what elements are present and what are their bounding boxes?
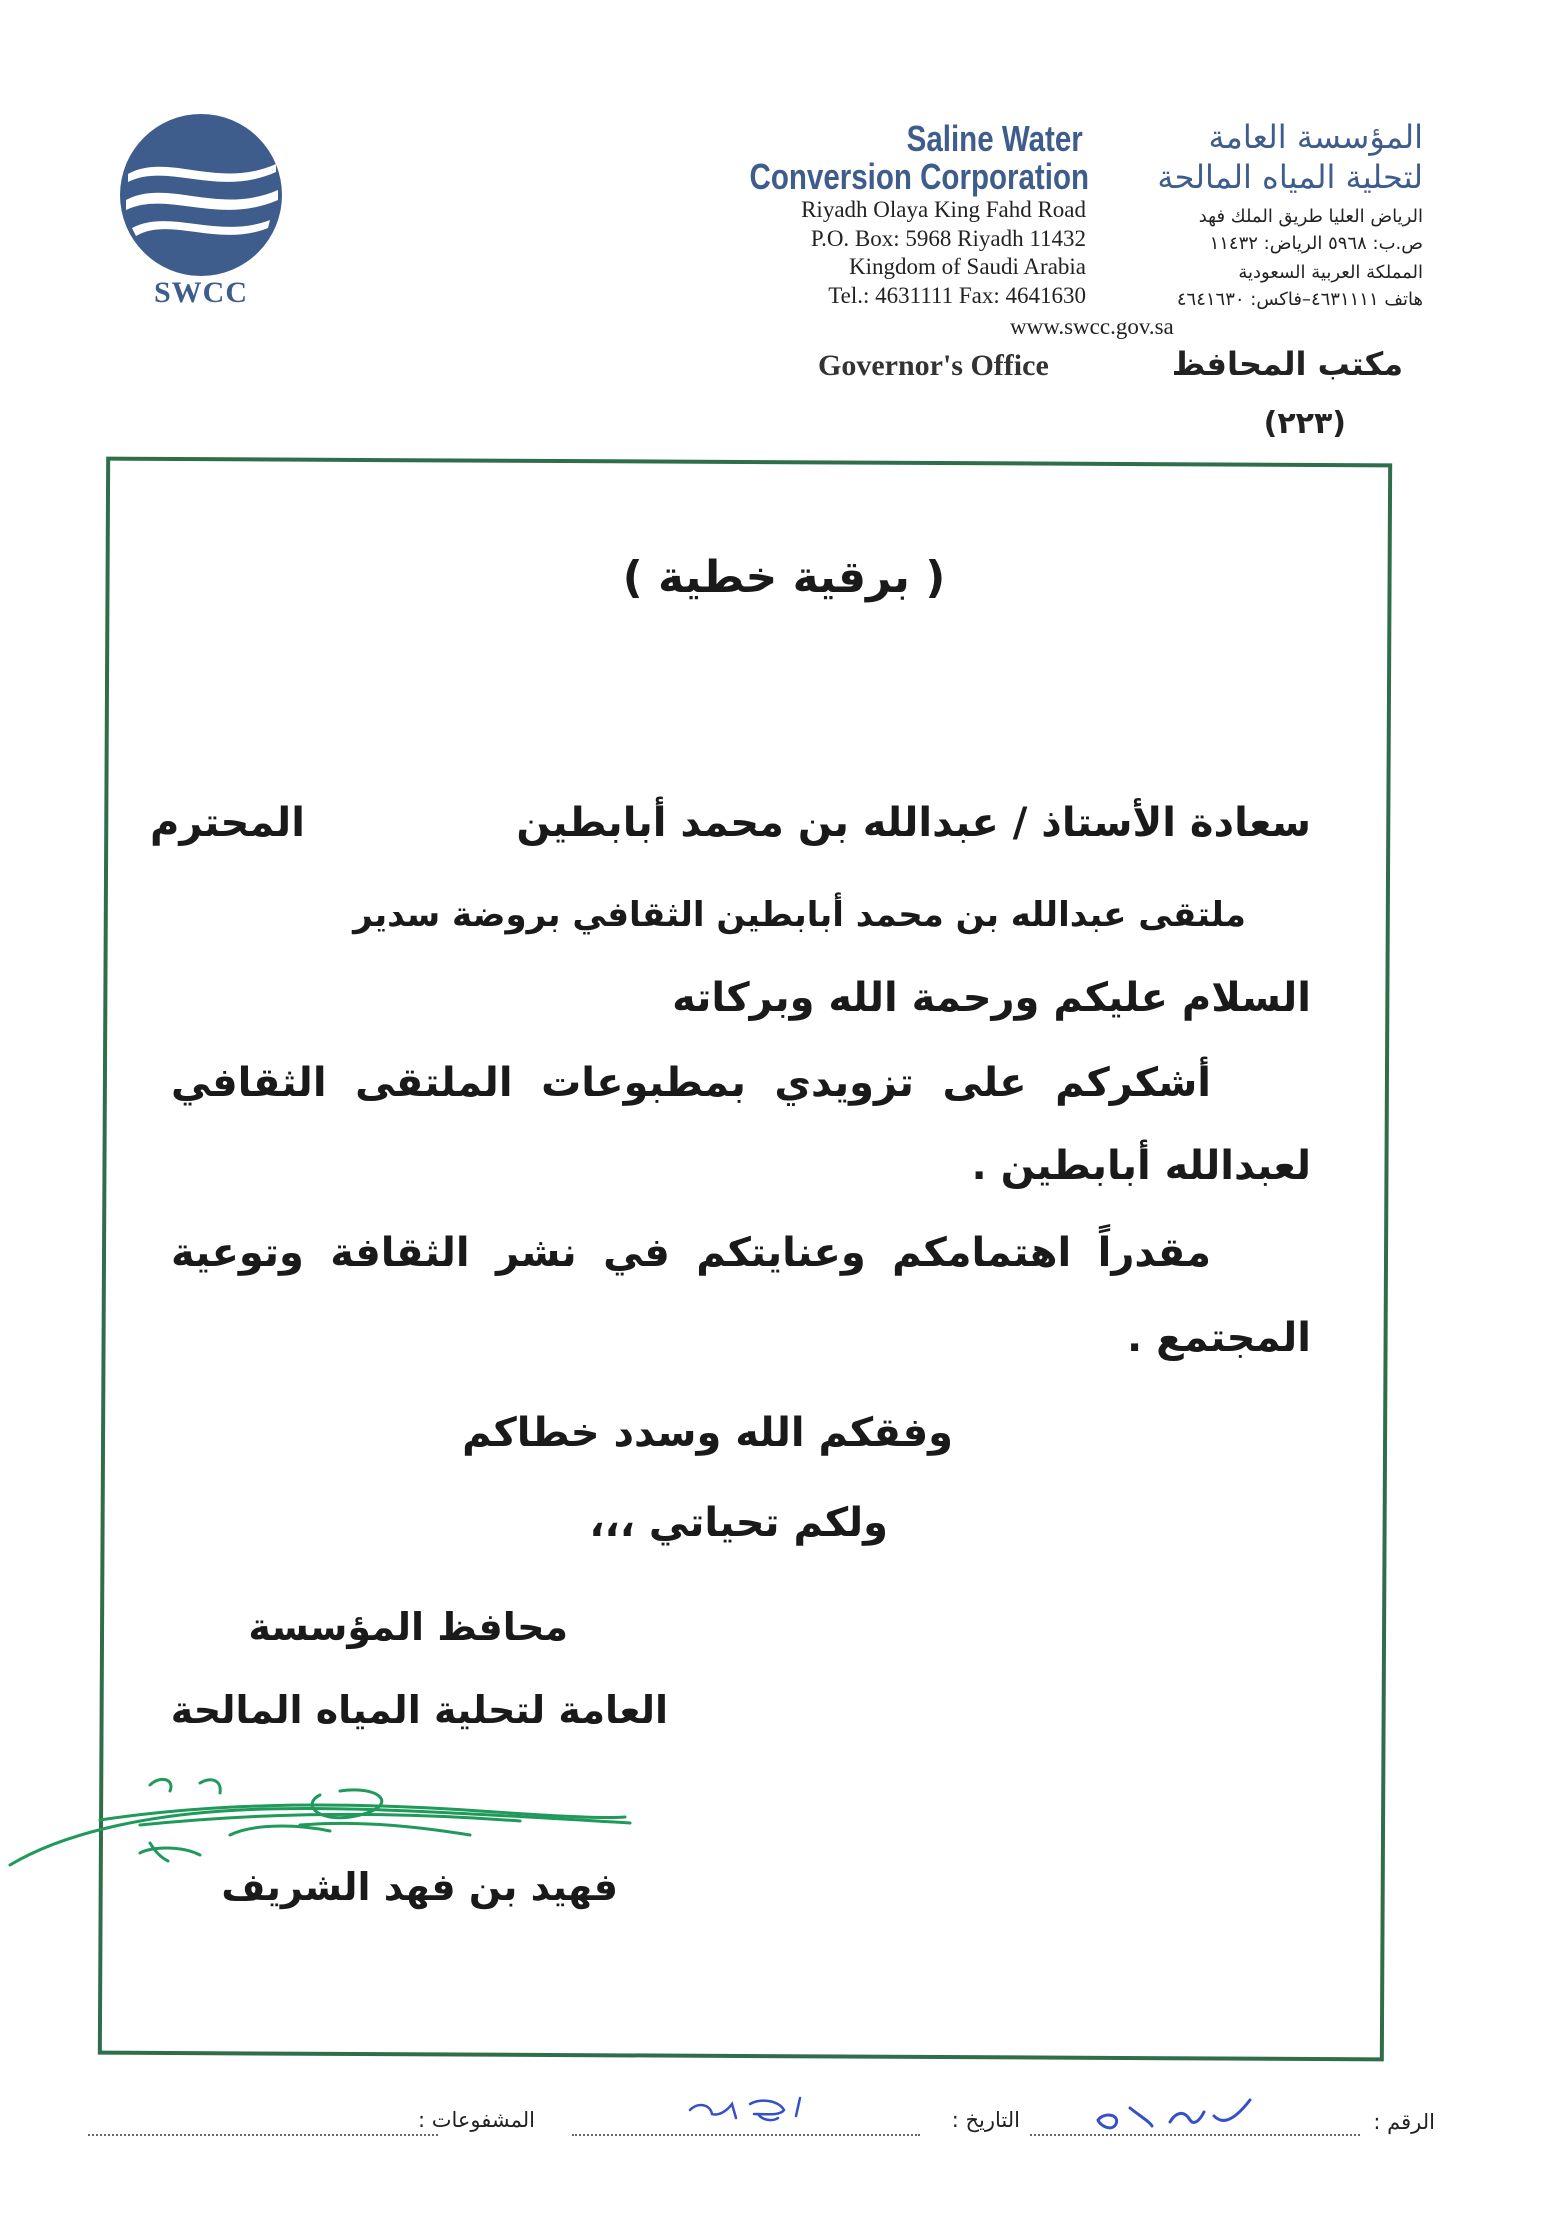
closing-line-2: ولكم تحياتي ،،، (589, 1500, 888, 1546)
org-name-arabic-line-1: المؤسسة العامة (1208, 118, 1423, 156)
address-english-line-3: Kingdom of Saudi Arabia (849, 254, 1086, 279)
salutation: سعادة الأستاذ / عبدالله بن محمد أبابطين (516, 800, 1311, 846)
paragraph-1-line-1: أشكركم على تزويدي بمطبوعات الملتقى الثقافي (171, 1060, 1211, 1106)
website-url: www.swcc.gov.sa (1010, 314, 1174, 339)
closing-line-1: وفقكم الله وسدد خطاكم (462, 1410, 953, 1456)
paragraph-2-line-1: مقدراً اهتمامكم وعنايتكم في نشر الثقافة وتوعية (171, 1230, 1211, 1276)
office-title-english: Governor's Office (818, 349, 1049, 382)
paragraph-1-line-2: لعبدالله أبابطين . (971, 1143, 1311, 1189)
org-name-english-line-2: Conversion Corporation (749, 156, 1089, 197)
greeting: السلام عليكم ورحمة الله وبركاته (672, 975, 1311, 1021)
swcc-logo-icon (118, 112, 284, 278)
logo-text: SWCC (153, 276, 248, 309)
address-arabic-line-4: هاتف ٤٦٣١١١١–فاكس: ٤٦٤١٦٣٠ (1176, 289, 1423, 310)
reference-number: (٢٢٣) (1263, 406, 1346, 441)
number-label: الرقم : (1373, 2110, 1435, 2134)
address-arabic-line-3: المملكة العربية السعودية (1238, 262, 1423, 283)
address-english-line-1: Riyadh Olaya King Fahd Road (801, 197, 1086, 222)
handwritten-date (680, 2090, 820, 2130)
address-arabic-line-1: الرياض العليا طريق الملك فهد (1198, 206, 1423, 227)
attachments-label: المشفوعات : (417, 2108, 535, 2132)
date-field-line (572, 2134, 920, 2136)
handwritten-number (1090, 2086, 1270, 2146)
date-label: التاريخ : (951, 2108, 1020, 2132)
letter-heading: ( برقية خطية ) (622, 552, 946, 603)
paragraph-2-line-2: المجتمع . (1127, 1315, 1311, 1361)
address-english-line-2: P.O. Box: 5968 Riyadh 11432 (810, 226, 1086, 251)
signatory-name: فهيد بن فهد الشريف (221, 1865, 618, 1909)
attachments-field-line (88, 2134, 438, 2136)
address-arabic-line-2: ص.ب: ٥٩٦٨ الرياض: ١١٤٣٢ (1209, 233, 1423, 254)
honorific: المحترم (150, 800, 305, 846)
org-name-english-line-1: Saline Water (906, 118, 1083, 159)
address-english-line-4: Tel.: 4631111 Fax: 4641630 (828, 283, 1086, 308)
signatory-title-line-1: محافظ المؤسسة (248, 1605, 568, 1649)
office-title-arabic: مكتب المحافظ (1171, 345, 1403, 383)
signatory-title-line-2: العامة لتحلية المياه المالحة (170, 1688, 668, 1732)
addressee-organization: ملتقى عبدالله بن محمد أبابطين الثقافي بروضة سدير (353, 895, 1246, 935)
org-name-arabic-line-2: لتحلية المياه المالحة (1157, 158, 1423, 196)
